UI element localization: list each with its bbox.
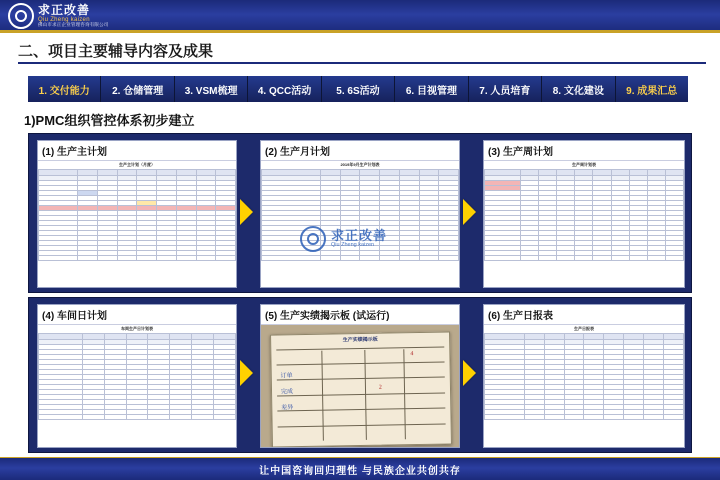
tab-vsm[interactable]: 3. VSM梳理	[175, 76, 248, 102]
card-workshop-daily-plan-caption: (4) 车间日计划	[38, 305, 236, 325]
card-weekly-plan-inner-title: 生产周计划表	[572, 162, 596, 167]
card-daily-report-inner-title: 生产日报表	[574, 326, 594, 331]
card-weekly-plan-caption: (3) 生产周计划	[484, 141, 684, 161]
board-note-1: 订单	[280, 373, 293, 380]
tab-visual-management[interactable]: 6. 目视管理	[395, 76, 468, 102]
card-master-plan[interactable]	[37, 140, 237, 288]
card-master-plan-caption: (1) 生产主计划	[38, 141, 236, 161]
board-note-4: 2	[378, 384, 382, 391]
master-plan-table	[38, 169, 236, 261]
board-paper	[270, 331, 452, 447]
daily-report-table	[484, 333, 684, 420]
card-production-board-caption: (5) 生产实绩揭示板 (试运行)	[261, 305, 459, 325]
tab-6s[interactable]: 5. 6S活动	[322, 76, 395, 102]
tab-culture[interactable]: 8. 文化建设	[542, 76, 615, 102]
logo-mark-icon	[8, 3, 34, 29]
flow-arrow-4	[463, 360, 476, 386]
subsection-title: 1)PMC组织管控体系初步建立	[24, 113, 195, 128]
header-accent-rule	[0, 30, 720, 33]
tab-warehouse[interactable]: 2. 仓储管理	[101, 76, 174, 102]
board-note-3: 差异	[281, 404, 294, 411]
weekly-plan-table	[484, 169, 684, 261]
company-logo	[8, 2, 138, 30]
board-note-5: 4	[410, 350, 414, 357]
logo-name-en: Qiu Zheng kaizen	[38, 16, 90, 23]
title-divider	[18, 62, 706, 64]
card-daily-report-caption: (6) 生产日报表	[484, 305, 684, 325]
production-board-photo	[261, 325, 459, 448]
monthly-plan-table	[261, 169, 459, 261]
card-workshop-daily-plan-inner-title: 车间生产日计划表	[121, 326, 153, 331]
card-production-board[interactable]	[260, 304, 460, 448]
workshop-daily-plan-table	[38, 333, 236, 420]
card-daily-report[interactable]	[483, 304, 685, 448]
panel-band-top	[28, 133, 692, 293]
watermark-name-en: Qiu Zheng kaizen	[331, 241, 375, 248]
tab-people-development[interactable]: 7. 人员培育	[469, 76, 542, 102]
footer-slogan: 让中国咨询回归理性 与民族企业共创共存	[259, 465, 461, 477]
page-title: 二、项目主要辅导内容及成果	[18, 43, 214, 60]
flow-arrow-2	[463, 199, 476, 225]
board-photo-title: 生产实绩揭示板	[342, 336, 378, 343]
panel-band-bottom	[28, 297, 692, 453]
slide-footer	[0, 458, 720, 480]
section-tabs	[28, 76, 688, 102]
card-monthly-plan-inner-title: 2019年9月生产计划表	[340, 162, 380, 167]
card-workshop-daily-plan[interactable]	[37, 304, 237, 448]
card-weekly-plan[interactable]	[483, 140, 685, 288]
tab-delivery[interactable]: 1. 交付能力	[28, 76, 101, 102]
tab-results-summary[interactable]: 9. 成果汇总	[616, 76, 688, 102]
card-monthly-plan-caption: (2) 生产月计划	[261, 141, 459, 161]
watermark-name-cn: 求正改善	[331, 228, 388, 244]
tab-qcc[interactable]: 4. QCC活动	[248, 76, 321, 102]
logo-text	[38, 4, 109, 28]
card-master-plan-inner-title: 生产主计划（月度）	[119, 162, 155, 167]
flow-arrow-3	[240, 360, 253, 386]
logo-subtitle: 佛山市求正企业管理咨询有限公司	[38, 22, 109, 28]
logo-name-cn: 求正改善	[38, 3, 91, 18]
board-note-2: 完成	[280, 388, 293, 395]
card-monthly-plan[interactable]	[260, 140, 460, 288]
flow-arrow-1	[240, 199, 253, 225]
